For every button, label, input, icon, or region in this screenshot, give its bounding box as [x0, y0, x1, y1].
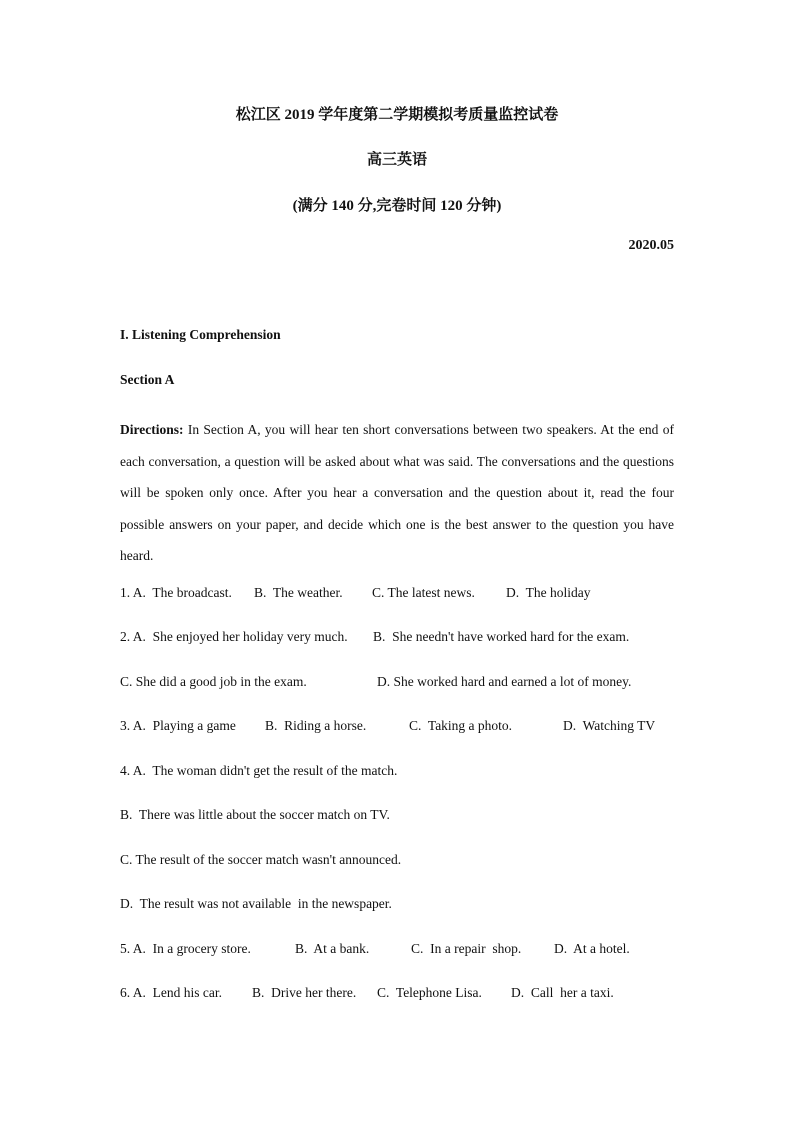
q2-option-c: C. She did a good job in the exam. — [120, 674, 307, 689]
q5-option-a: 5. A. In a grocery store. — [120, 941, 251, 956]
q1-option-a: 1. A. The broadcast. — [120, 585, 232, 600]
q5-option-c: C. In a repair shop. — [411, 941, 522, 956]
q1-option-d: D. The holiday — [506, 585, 591, 600]
q3-option-b: B. Riding a horse. — [265, 718, 367, 733]
q4-option-a: 4. A. The woman didn't get the result of the match. — [120, 763, 398, 778]
q3-option-c: C. Taking a photo. — [409, 718, 513, 733]
q5-option-b: B. At a bank. — [295, 941, 370, 956]
q2-option-d: D. She worked hard and earned a lot of money. — [377, 674, 632, 689]
exam-date: 2020.05 — [628, 238, 674, 253]
q1-option-c: C. The latest news. — [372, 585, 475, 600]
q3-option-a: 3. A. Playing a game — [120, 718, 236, 733]
q3-option-d: D. Watching TV — [563, 718, 656, 733]
exam-subject: 高三英语 — [366, 152, 427, 168]
q6-option-a: 6. A. Lend his car. — [120, 985, 222, 1000]
exam-info: (满分 140 分,完卷时间 120 分钟) — [292, 198, 502, 214]
directions-paragraph — [120, 414, 674, 572]
q4-option-c: C. The result of the soccer match wasn't announced. — [120, 852, 402, 867]
q4-option-d: D. The result was not available in the newspaper. — [120, 896, 392, 911]
part-heading: I. Listening Comprehension — [120, 327, 281, 342]
q1-option-b: B. The weather. — [254, 585, 343, 600]
exam-title: 松江区 2019 学年度第二学期模拟考质量监控试卷 — [235, 107, 559, 123]
section-heading: Section A — [120, 372, 175, 387]
q6-option-b: B. Drive her there. — [252, 985, 357, 1000]
q2-option-a: 2. A. She enjoyed her holiday very much. — [120, 629, 348, 644]
q2-option-b: B. She needn't have worked hard for the exam. — [373, 629, 630, 644]
directions-text: In Section A, you will hear ten short conversations between two speakers. At the end of each conversation, a question will be asked about what was said. The conversations and the questions will be spoken only once. After you hear a conversation and the question about it, read the four possible answers on your paper, and decide which one is the best answer to the question you have heard. — [120, 422, 674, 563]
q5-option-d: D. At a hotel. — [554, 941, 630, 956]
q4-option-b: B. There was little about the soccer match on TV. — [120, 807, 390, 822]
directions-label: Directions: — [120, 422, 184, 437]
q6-option-c: C. Telephone Lisa. — [377, 985, 482, 1000]
q6-option-d: D. Call her a taxi. — [511, 985, 614, 1000]
